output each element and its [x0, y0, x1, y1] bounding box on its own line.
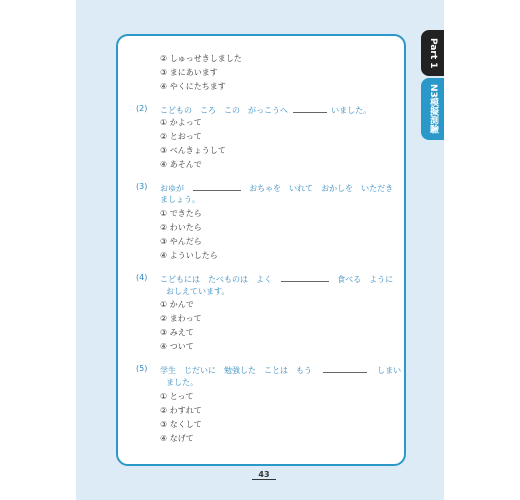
- option-item: ② まわって: [160, 314, 202, 323]
- option-item: ① かんで: [160, 300, 194, 309]
- option-item: ① できたら: [160, 209, 202, 218]
- option-item: ④ よういしたら: [160, 251, 218, 260]
- option-item: ① かよって: [160, 118, 202, 127]
- option-item: ③ みえて: [160, 328, 194, 337]
- question-text-part: いました。: [331, 106, 372, 115]
- question-number: (3): [136, 182, 148, 191]
- question-text-part: 学生 じだいに 勉強した ことは もう: [160, 366, 312, 375]
- question-text-part: おゆが: [160, 184, 184, 193]
- option-item: ③ べんきょうして: [160, 146, 226, 155]
- question-text-part: しまい: [377, 366, 402, 375]
- option-item: ③ なくして: [160, 420, 202, 429]
- option-item: ④ あそんで: [160, 160, 202, 169]
- mock-test-tab-label: N3模擬測驗: [428, 84, 438, 134]
- part-tab: [421, 30, 444, 76]
- question-number: (4): [136, 273, 148, 282]
- option-item: ④ やくにたちます: [160, 82, 226, 91]
- question-number: (2): [136, 104, 148, 113]
- option-item: ③ まにあいます: [160, 68, 218, 77]
- part-tab-label: Part 1: [428, 37, 438, 69]
- answer-blank: [293, 104, 327, 113]
- question-text-part: おちゃを いれて おかしを いただき: [249, 184, 394, 193]
- question-text-part: 食べる ように: [337, 275, 394, 284]
- question-text: [160, 182, 393, 194]
- question-text-part: こどもの ころ この がっこうへ: [160, 106, 288, 115]
- answer-blank: [323, 364, 367, 373]
- option-item: ② しゅっせきしました: [160, 54, 242, 63]
- question-text-continued: おしえています。: [166, 287, 230, 296]
- option-item: ② わすれて: [160, 406, 202, 415]
- option-item: ① とって: [160, 392, 194, 401]
- option-item: ③ やんだら: [160, 237, 202, 246]
- question-number: (5): [136, 364, 148, 373]
- page-number: 43: [252, 470, 276, 480]
- question-text: [160, 104, 371, 116]
- option-item: ④ なげて: [160, 434, 194, 443]
- answer-blank: [193, 182, 241, 191]
- question-text-continued: ました。: [166, 378, 198, 387]
- question-text-part: こどもには たべものは よく: [160, 275, 272, 284]
- question-text-continued: ましょう。: [160, 195, 200, 204]
- option-item: ② とおって: [160, 132, 202, 141]
- question-text: [160, 364, 401, 376]
- answer-blank: [281, 273, 329, 282]
- question-text: [160, 273, 393, 285]
- mock-test-tab: [421, 78, 444, 140]
- option-item: ② わいたら: [160, 223, 202, 232]
- option-item: ④ ついて: [160, 342, 194, 351]
